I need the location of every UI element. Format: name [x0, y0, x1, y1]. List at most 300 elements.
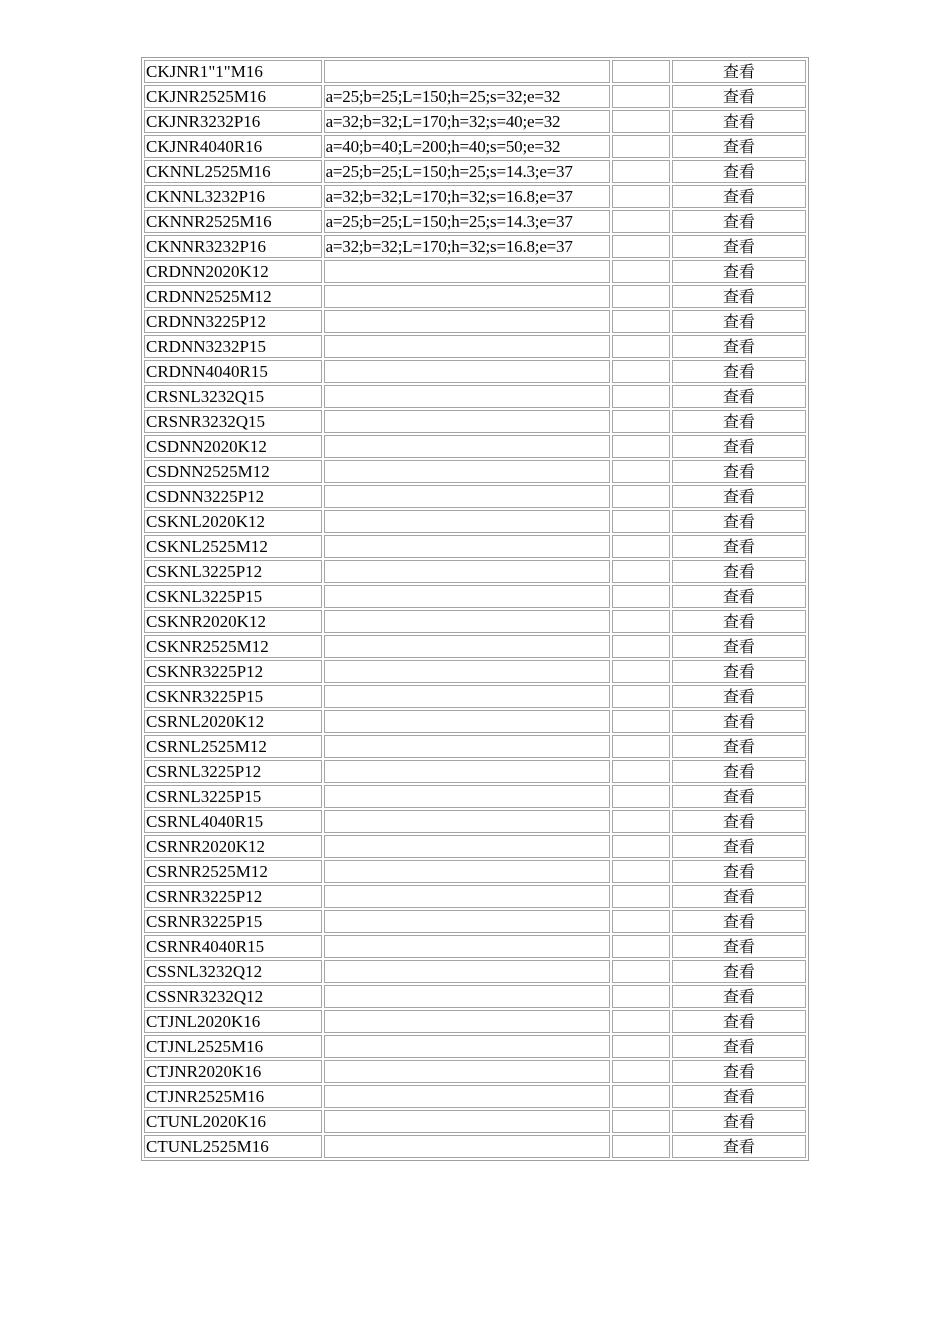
table-row [144, 710, 806, 733]
table-row [144, 60, 806, 83]
extra-cell [612, 60, 670, 83]
spec-cell [324, 435, 611, 458]
extra-cell [612, 935, 670, 958]
view-cell [672, 810, 806, 833]
model-cell [144, 960, 322, 983]
view-link[interactable]: 查看 [722, 337, 755, 356]
model-cell [144, 1035, 322, 1058]
table-row [144, 335, 806, 358]
model-code: CSRNL3225P12 [146, 762, 262, 781]
extra-cell [612, 660, 670, 683]
view-cell [672, 1035, 806, 1058]
table-row [144, 1060, 806, 1083]
model-cell [144, 560, 322, 583]
spec-text: a=25;b=25;L=150;h=25;s=14.3;e=37 [325, 162, 573, 181]
model-code: CTJNL2525M16 [146, 1037, 264, 1056]
view-link[interactable]: 查看 [722, 1112, 755, 1131]
table-row [144, 360, 806, 383]
model-cell [144, 610, 322, 633]
table-row [144, 535, 806, 558]
view-link[interactable]: 查看 [722, 487, 755, 506]
spec-cell [324, 460, 611, 483]
model-cell [144, 410, 322, 433]
spec-cell [324, 135, 611, 158]
spec-cell [324, 560, 611, 583]
extra-cell [612, 435, 670, 458]
view-link[interactable]: 查看 [722, 362, 755, 381]
product-table [141, 57, 809, 1161]
model-cell [144, 760, 322, 783]
model-code: CSRNL2525M12 [146, 737, 267, 756]
extra-cell [612, 785, 670, 808]
table-row [144, 160, 806, 183]
view-cell [672, 985, 806, 1008]
view-cell [672, 1135, 806, 1158]
view-cell [672, 885, 806, 908]
model-cell [144, 385, 322, 408]
spec-cell [324, 360, 611, 383]
view-link[interactable]: 查看 [722, 612, 755, 631]
spec-cell [324, 1135, 611, 1158]
model-code: CSKNL3225P15 [146, 587, 263, 606]
model-code: CKJNR3232P16 [146, 112, 261, 131]
model-cell [144, 1135, 322, 1158]
model-code: CSSNR3232Q12 [146, 987, 264, 1006]
extra-cell [612, 285, 670, 308]
view-link[interactable]: 查看 [722, 412, 755, 431]
table-row [144, 1110, 806, 1133]
view-cell [672, 910, 806, 933]
view-link[interactable]: 查看 [722, 637, 755, 656]
spec-cell [324, 85, 611, 108]
extra-cell [612, 885, 670, 908]
model-cell [144, 435, 322, 458]
spec-cell [324, 910, 611, 933]
table-row [144, 885, 806, 908]
view-link[interactable]: 查看 [722, 1087, 755, 1106]
view-cell [672, 385, 806, 408]
spec-cell [324, 710, 611, 733]
spec-cell [324, 635, 611, 658]
view-cell [672, 635, 806, 658]
model-code: CSDNN3225P12 [146, 487, 265, 506]
view-cell [672, 85, 806, 108]
view-cell [672, 210, 806, 233]
model-cell [144, 110, 322, 133]
model-code: CKNNL3232P16 [146, 187, 266, 206]
spec-cell [324, 1110, 611, 1133]
model-cell [144, 685, 322, 708]
extra-cell [612, 610, 670, 633]
spec-cell [324, 235, 611, 258]
model-cell [144, 310, 322, 333]
model-cell [144, 185, 322, 208]
model-cell [144, 510, 322, 533]
extra-cell [612, 460, 670, 483]
model-code: CSSNL3232Q12 [146, 962, 263, 981]
view-link[interactable]: 查看 [722, 737, 755, 756]
view-link[interactable]: 查看 [722, 1137, 755, 1156]
extra-cell [612, 260, 670, 283]
model-code: CTJNL2020K16 [146, 1012, 261, 1031]
spec-cell [324, 860, 611, 883]
table-row [144, 260, 806, 283]
extra-cell [612, 835, 670, 858]
extra-cell [612, 710, 670, 733]
model-code: CSRNR2525M12 [146, 862, 268, 881]
model-cell [144, 485, 322, 508]
model-cell [144, 60, 322, 83]
view-cell [672, 260, 806, 283]
spec-cell [324, 385, 611, 408]
extra-cell [612, 385, 670, 408]
spec-cell [324, 810, 611, 833]
view-link[interactable]: 查看 [722, 812, 755, 831]
model-cell [144, 785, 322, 808]
table-body [144, 60, 806, 1158]
model-cell [144, 735, 322, 758]
model-cell [144, 710, 322, 733]
model-cell [144, 810, 322, 833]
spec-cell [324, 760, 611, 783]
view-cell [672, 360, 806, 383]
view-cell [672, 610, 806, 633]
extra-cell [612, 310, 670, 333]
model-cell [144, 535, 322, 558]
table-row [144, 1135, 806, 1158]
model-code: CSKNR2020K12 [146, 612, 266, 631]
table-row [144, 735, 806, 758]
model-cell [144, 1085, 322, 1108]
view-cell [672, 685, 806, 708]
view-link[interactable]: 查看 [722, 212, 755, 231]
model-code: CSRNR3225P15 [146, 912, 263, 931]
view-link[interactable]: 查看 [722, 312, 755, 331]
spec-cell [324, 185, 611, 208]
view-cell [672, 860, 806, 883]
view-link[interactable]: 查看 [722, 262, 755, 281]
extra-cell [612, 360, 670, 383]
view-link[interactable]: 查看 [722, 62, 755, 81]
model-code: CSRNR4040R15 [146, 937, 265, 956]
view-cell [672, 760, 806, 783]
model-cell [144, 660, 322, 683]
table-row [144, 235, 806, 258]
view-cell [672, 135, 806, 158]
view-cell [672, 1110, 806, 1133]
spec-cell [324, 535, 611, 558]
view-link[interactable]: 查看 [722, 87, 755, 106]
model-code: CTUNL2525M16 [146, 1137, 269, 1156]
spec-cell [324, 510, 611, 533]
spec-text: a=32;b=32;L=170;h=32;s=16.8;e=37 [325, 237, 573, 256]
view-cell [672, 935, 806, 958]
view-link[interactable]: 查看 [722, 437, 755, 456]
view-link[interactable]: 查看 [722, 187, 755, 206]
model-cell [144, 260, 322, 283]
extra-cell [612, 1135, 670, 1158]
model-code: CKJNR2525M16 [146, 87, 266, 106]
spec-cell [324, 485, 611, 508]
extra-cell [612, 960, 670, 983]
view-cell [672, 285, 806, 308]
model-code: CSKNL3225P12 [146, 562, 263, 581]
spec-cell [324, 110, 611, 133]
extra-cell [612, 135, 670, 158]
model-code: CRDNN3225P12 [146, 312, 266, 331]
extra-cell [612, 335, 670, 358]
table-row [144, 635, 806, 658]
view-cell [672, 660, 806, 683]
model-code: CSDNN2020K12 [146, 437, 267, 456]
extra-cell [612, 485, 670, 508]
model-cell [144, 1060, 322, 1083]
view-link[interactable]: 查看 [722, 962, 755, 981]
extra-cell [612, 1110, 670, 1133]
view-cell [672, 960, 806, 983]
extra-cell [612, 160, 670, 183]
model-code: CSRNR3225P12 [146, 887, 263, 906]
view-cell [672, 185, 806, 208]
view-link[interactable]: 查看 [722, 787, 755, 806]
extra-cell [612, 1035, 670, 1058]
spec-cell [324, 735, 611, 758]
model-cell [144, 1110, 322, 1133]
model-code: CKNNL2525M16 [146, 162, 271, 181]
table-row [144, 860, 806, 883]
extra-cell [612, 585, 670, 608]
model-code: CSKNR3225P15 [146, 687, 264, 706]
view-link[interactable]: 查看 [722, 587, 755, 606]
extra-cell [612, 910, 670, 933]
extra-cell [612, 985, 670, 1008]
model-code: CSRNL2020K12 [146, 712, 265, 731]
model-code: CRDNN3232P15 [146, 337, 266, 356]
model-cell [144, 85, 322, 108]
model-cell [144, 910, 322, 933]
view-link[interactable]: 查看 [722, 687, 755, 706]
model-code: CRDNN2020K12 [146, 262, 269, 281]
view-link[interactable]: 查看 [722, 512, 755, 531]
model-code: CSKNR3225P12 [146, 662, 264, 681]
table-row [144, 585, 806, 608]
view-link[interactable]: 查看 [722, 237, 755, 256]
view-cell [672, 335, 806, 358]
model-cell [144, 935, 322, 958]
model-code: CSRNR2020K12 [146, 837, 266, 856]
spec-cell [324, 410, 611, 433]
view-cell [672, 510, 806, 533]
spec-cell [324, 335, 611, 358]
model-code: CSRNL3225P15 [146, 787, 262, 806]
extra-cell [612, 1060, 670, 1083]
view-link[interactable]: 查看 [722, 537, 755, 556]
table-row [144, 85, 806, 108]
model-cell [144, 285, 322, 308]
extra-cell [612, 760, 670, 783]
table-row [144, 560, 806, 583]
spec-cell [324, 285, 611, 308]
spec-cell [324, 935, 611, 958]
extra-cell [612, 860, 670, 883]
table-row [144, 910, 806, 933]
spec-cell [324, 1010, 611, 1033]
model-cell [144, 360, 322, 383]
spec-cell [324, 1035, 611, 1058]
table-row [144, 460, 806, 483]
view-cell [672, 710, 806, 733]
model-code: CSKNL2525M12 [146, 537, 268, 556]
spec-cell [324, 960, 611, 983]
view-cell [672, 60, 806, 83]
view-link[interactable]: 查看 [722, 762, 755, 781]
model-cell [144, 885, 322, 908]
table-row [144, 410, 806, 433]
model-code: CSRNL4040R15 [146, 812, 264, 831]
table-row [144, 610, 806, 633]
model-cell [144, 985, 322, 1008]
view-cell [672, 310, 806, 333]
extra-cell [612, 510, 670, 533]
view-cell [672, 560, 806, 583]
view-link[interactable]: 查看 [722, 1037, 755, 1056]
spec-text: a=32;b=32;L=170;h=32;s=16.8;e=37 [325, 187, 573, 206]
model-code: CKJNR1"1"M16 [146, 62, 263, 81]
spec-cell [324, 785, 611, 808]
spec-cell [324, 585, 611, 608]
model-cell [144, 235, 322, 258]
model-code: CTUNL2020K16 [146, 1112, 266, 1131]
model-code: CSDNN2525M12 [146, 462, 270, 481]
table-row [144, 485, 806, 508]
table-row [144, 785, 806, 808]
view-link[interactable]: 查看 [722, 837, 755, 856]
extra-cell [612, 235, 670, 258]
spec-text: a=32;b=32;L=170;h=32;s=40;e=32 [325, 112, 561, 131]
table-row [144, 1085, 806, 1108]
view-cell [672, 535, 806, 558]
table-row [144, 685, 806, 708]
spec-cell [324, 210, 611, 233]
spec-cell [324, 985, 611, 1008]
view-cell [672, 235, 806, 258]
extra-cell [612, 635, 670, 658]
table-row [144, 285, 806, 308]
model-code: CRDNN2525M12 [146, 287, 272, 306]
view-link[interactable]: 查看 [722, 937, 755, 956]
table-row [144, 135, 806, 158]
table-row [144, 385, 806, 408]
view-cell [672, 410, 806, 433]
view-link[interactable]: 查看 [722, 387, 755, 406]
view-cell [672, 1085, 806, 1108]
table-row [144, 1035, 806, 1058]
spec-cell [324, 610, 611, 633]
model-code: CRSNR3232Q15 [146, 412, 266, 431]
view-link[interactable]: 查看 [722, 462, 755, 481]
model-cell [144, 585, 322, 608]
spec-cell [324, 660, 611, 683]
view-cell [672, 160, 806, 183]
view-cell [672, 110, 806, 133]
table-row [144, 1010, 806, 1033]
extra-cell [612, 410, 670, 433]
view-cell [672, 835, 806, 858]
table-row [144, 760, 806, 783]
model-cell [144, 835, 322, 858]
view-link[interactable]: 查看 [722, 862, 755, 881]
model-cell [144, 135, 322, 158]
table-row [144, 510, 806, 533]
view-link[interactable]: 查看 [722, 287, 755, 306]
spec-cell [324, 1085, 611, 1108]
view-link[interactable]: 查看 [722, 112, 755, 131]
spec-text: a=25;b=25;L=150;h=25;s=32;e=32 [325, 87, 561, 106]
spec-text: a=40;b=40;L=200;h=40;s=50;e=32 [325, 137, 561, 156]
view-link[interactable]: 查看 [722, 712, 755, 731]
spec-text: a=25;b=25;L=150;h=25;s=14.3;e=37 [325, 212, 573, 231]
model-code: CTJNR2020K16 [146, 1062, 262, 1081]
view-link[interactable]: 查看 [722, 562, 755, 581]
extra-cell [612, 185, 670, 208]
table-row [144, 110, 806, 133]
spec-cell [324, 885, 611, 908]
spec-cell [324, 310, 611, 333]
view-cell [672, 585, 806, 608]
view-link[interactable]: 查看 [722, 987, 755, 1006]
model-code: CKNNR2525M16 [146, 212, 272, 231]
view-link[interactable]: 查看 [722, 912, 755, 931]
model-cell [144, 160, 322, 183]
extra-cell [612, 685, 670, 708]
table-row [144, 185, 806, 208]
model-code: CSKNL2020K12 [146, 512, 266, 531]
extra-cell [612, 535, 670, 558]
table-row [144, 985, 806, 1008]
table-row [144, 810, 806, 833]
view-link[interactable]: 查看 [722, 662, 755, 681]
model-cell [144, 460, 322, 483]
model-code: CSKNR2525M12 [146, 637, 269, 656]
view-link[interactable]: 查看 [722, 1012, 755, 1031]
extra-cell [612, 1010, 670, 1033]
table-row [144, 435, 806, 458]
table-row [144, 960, 806, 983]
spec-cell [324, 160, 611, 183]
view-cell [672, 1010, 806, 1033]
view-cell [672, 485, 806, 508]
spec-cell [324, 685, 611, 708]
extra-cell [612, 560, 670, 583]
view-cell [672, 460, 806, 483]
model-cell [144, 210, 322, 233]
model-code: CRDNN4040R15 [146, 362, 268, 381]
spec-cell [324, 60, 611, 83]
model-cell [144, 335, 322, 358]
view-link[interactable]: 查看 [722, 887, 755, 906]
table-row [144, 210, 806, 233]
table-row [144, 935, 806, 958]
extra-cell [612, 85, 670, 108]
view-cell [672, 1060, 806, 1083]
view-link[interactable]: 查看 [722, 1062, 755, 1081]
view-link[interactable]: 查看 [722, 162, 755, 181]
model-cell [144, 860, 322, 883]
spec-cell [324, 1060, 611, 1083]
view-link[interactable]: 查看 [722, 137, 755, 156]
spec-cell [324, 835, 611, 858]
model-code: CKNNR3232P16 [146, 237, 266, 256]
